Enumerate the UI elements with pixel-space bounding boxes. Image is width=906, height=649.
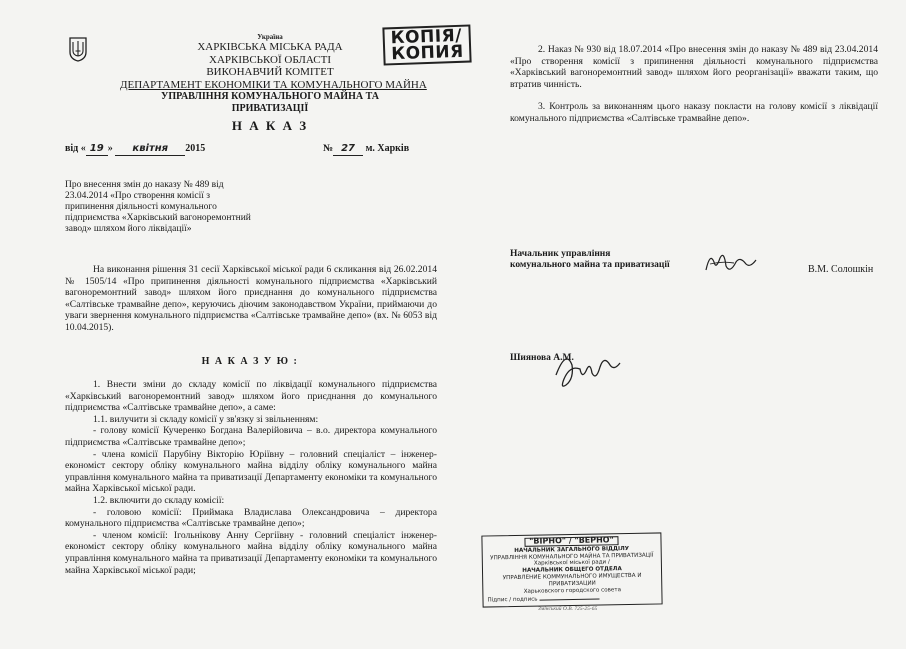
signatory-title — [510, 249, 710, 271]
subject-line: завод» шляхом його ліквідації» — [65, 224, 192, 234]
handwritten-signature-icon — [700, 248, 760, 278]
approver-signature-icon — [552, 345, 624, 393]
header-line-privatization: ПРИВАТИЗАЦІЇ — [231, 103, 309, 114]
verno-stamp-line: УПРАВЛІННЯ КОМУНАЛЬНОГО МАЙНА ТА ПРИВАТИЗАЦІЇ — [490, 552, 654, 562]
order-number-prefix: № — [323, 143, 334, 154]
document-type-title: Н А К А З — [231, 118, 309, 133]
signatory-title-line2: комунального майна та приватизації — [510, 260, 670, 270]
verno-stamp-line: Харьковского городского совета — [523, 586, 622, 595]
order-item-remove-member: - члена комісії Парубіну Вікторію Юріївну – головний спеціаліст – інженер-економіст сектору обліку комунального майна відділу обліку комунального майна управління комунального майна та приватизації Департаменту економіки та комунального майна Харківської міської ради. — [65, 448, 437, 495]
verno-stamp-line: НАЧАЛЬНИК ЗАГАЛЬНОГО ВІДДІЛУ — [514, 545, 630, 554]
signatory-name: В.М. Солошкін — [808, 264, 874, 275]
date-day: 19 — [86, 143, 108, 156]
header-line-directorate: УПРАВЛІННЯ КОМУНАЛЬНОГО МАЙНА ТА — [161, 91, 379, 102]
copy-stamp-line1: КОПІЯ/ — [390, 25, 463, 49]
verno-stamp-signature-line — [539, 599, 599, 601]
header-line-department: ДЕПАРТАМЕНТ ЕКОНОМІКИ ТА КОМУНАЛЬНОГО МАЙНА — [120, 78, 427, 91]
subject-line: Про внесення змін до наказу № 489 від — [65, 180, 224, 190]
subject-line: припинення діяльності комунального — [65, 202, 217, 212]
approver-name: Шиянова А.М. — [510, 353, 574, 363]
coat-of-arms-icon — [68, 36, 88, 62]
copy-stamp — [382, 24, 472, 65]
verno-stamp-signature-row — [487, 595, 657, 605]
subject-line: 23.04.2014 «Про створення комісії з — [65, 191, 211, 201]
date-prefix: від « — [65, 143, 86, 154]
order-number-value: 27 — [333, 143, 363, 156]
order-item-1-2: 1.2. включити до складу комісії: — [93, 494, 225, 506]
document-header — [120, 33, 427, 135]
date-month: квітня — [115, 143, 185, 156]
order-items-right — [510, 44, 878, 125]
date-quote: » — [107, 143, 113, 154]
order-item-1-1: 1.1. вилучити зі складу комісії у зв'язку зі звільненням: — [93, 413, 319, 425]
country-label: Україна — [257, 33, 283, 41]
verno-stamp-header: "ВІРНО" / "ВЕРНО" — [524, 536, 619, 546]
subject-block — [65, 180, 305, 235]
signatory-title-line1: Начальник управління — [510, 249, 611, 259]
preamble-text: На виконання рішення 31 сесії Харківської міської ради 6 скликання від 26.02.2014 № 1505/14 «Про припинення діяльності комунального підприємства «Харківський вагоноремонтний завод» шляхом його приєднання до комунального підприємства «Салтівське трамвайне депо», керуючись діючим законодавством України, приймаючи до уваги звернення комунального підприємства «Салтівське трамвайне депо» (вх. № 6053 від 10.04.2015). — [65, 264, 437, 333]
preamble — [65, 264, 437, 334]
header-line-city-council: ХАРКІВСЬКА МІСЬКА РАДА — [197, 41, 343, 53]
header-line-executive-committee: ВИКОНАВЧИЙ КОМІТЕТ — [206, 66, 334, 78]
order-item-remove-chair: - голову комісії Кучеренко Богдана Валерійовича – в.о. директора комунального підприємства «Салтівське трамвайне депо»; — [65, 425, 437, 448]
verno-stamp-line: Харківської міської ради / — [533, 559, 610, 568]
order-number — [323, 143, 409, 156]
order-item-1: 1. Внести зміни до складу комісії по ліквідації комунального підприємства «Харківський вагоноремонтний завод» шляхом його приєднання до комунального підприємства «Салтівське трамвайне депо», а саме: — [65, 379, 437, 414]
verno-stamp-line: НАЧАЛЬНИК ОБЩЕГО ОТДЕЛА — [522, 566, 622, 575]
subject-line: підприємства «Харківський вагоноремонтний — [65, 213, 251, 223]
city-label: м. Харків — [365, 143, 410, 154]
order-item-add-member: - членом комісії: Ігольнікову Анну Сергіївну - головний спеціаліст інженер-економіст сектору обліку комунального майна відділу обліку комунального майна управління комунального майна та приватизації Департаменту економіки та комунального майна Харківської міської ради; — [65, 529, 437, 576]
order-item-add-chair: - головою комісії: Приймака Владислава Олександровича – директора комунального підприємства «Салтівське трамвайне депо»; — [65, 506, 437, 530]
verno-stamp-signature-label: Підпис / подпись — [487, 596, 538, 604]
date-year: 2015 — [185, 143, 206, 154]
order-items-left — [65, 379, 437, 576]
order-heading: Н А К А З У Ю : — [201, 356, 299, 367]
verno-stamp — [481, 532, 662, 607]
order-item-3: 3. Контроль за виконанням цього наказу покласти на голову комісії з ліквідації комунального підприємства «Салтівське трамвайне депо». — [510, 101, 878, 124]
verno-stamp-line: УПРАВЛЕНИЕ КОММУНАЛЬНОГО ИМУЩЕСТВА И ПРИВАТИЗАЦИИ — [502, 572, 642, 588]
header-line-region: ХАРКІВСЬКОЇ ОБЛАСТІ — [209, 53, 331, 66]
order-item-2: 2. Наказ № 930 від 18.07.2014 «Про внесення змін до наказу № 489 від 23.04.2014 «Про створення комісії з припинення діяльності комунального підприємства «Харківський вагоноремонтний завод» шляхом його реорганізації» вважати таким, що втратив чинність. — [510, 44, 878, 90]
copy-stamp-line2: КОПИЯ — [390, 41, 465, 65]
date-line — [65, 143, 205, 156]
footnote-executor: Змінський О.В. 725-25-65 — [538, 606, 598, 612]
